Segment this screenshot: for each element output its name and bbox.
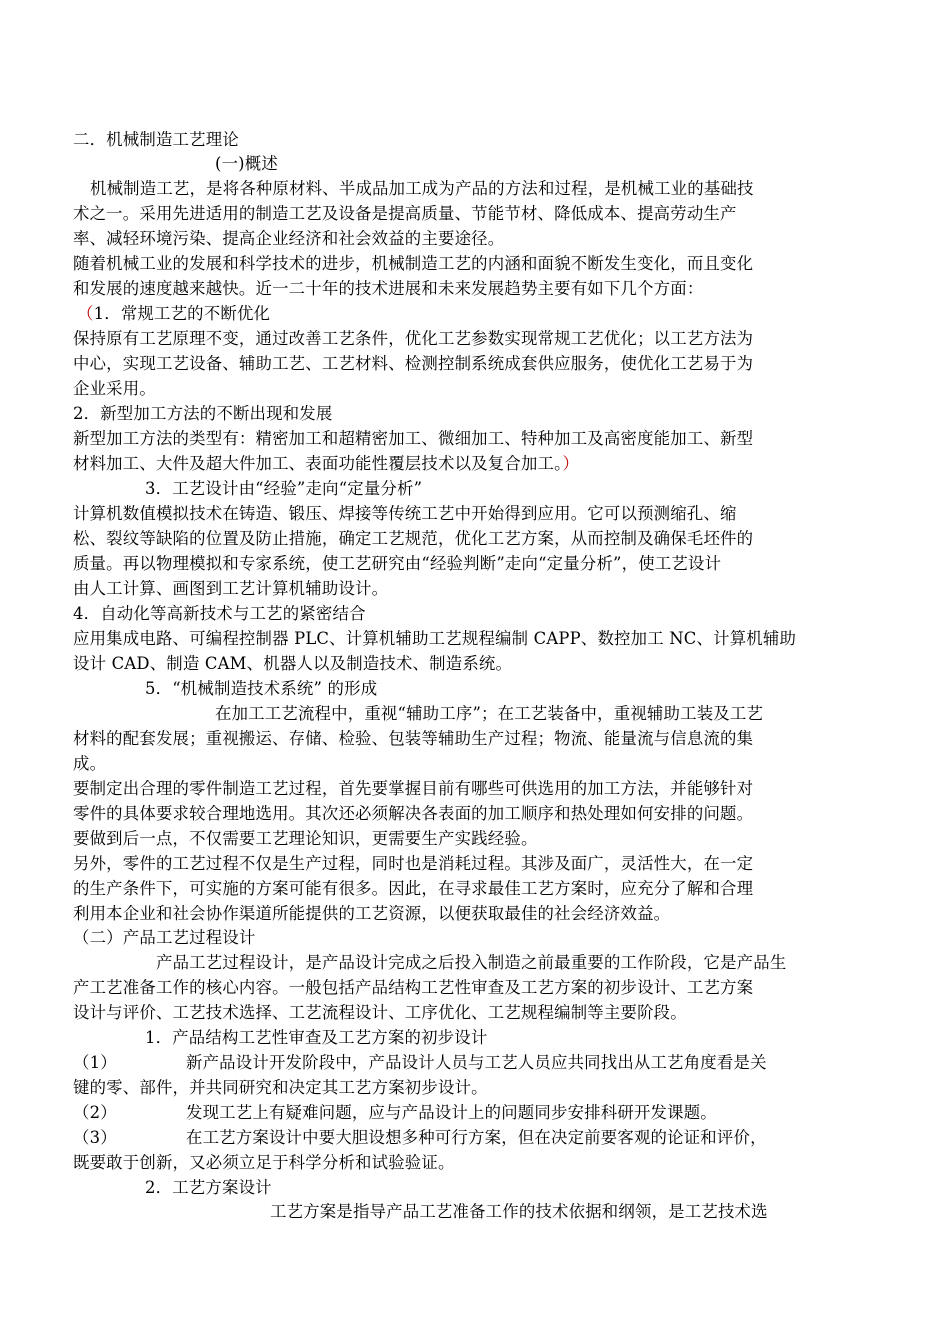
item-heading: 2．新型加工方法的不断出现和发展 bbox=[73, 404, 333, 423]
item-heading: 2．工艺方案设计 bbox=[145, 1178, 272, 1197]
paragraph-line: 保持原有工艺原理不变，通过改善工艺条件，优化工艺参数实现常规工艺优化；以工艺方法为 bbox=[73, 329, 754, 348]
paragraph-line: 计算机数值模拟技术在铸造、锻压、焊接等传统工艺中开始得到应用。它可以预测缩孔、缩 bbox=[73, 504, 737, 523]
paragraph-line: 键的零、部件，并共同研究和决定其工艺方案初步设计。 bbox=[73, 1078, 488, 1097]
subsection-heading: (一)概述 bbox=[215, 154, 278, 173]
paragraph-line: 要制定出合理的零件制造工艺过程，首先要掌握目前有哪些可供选用的加工方法，并能够针对 bbox=[73, 779, 754, 798]
paragraph-line: 企业采用。 bbox=[73, 379, 156, 398]
paragraph-line: 中心，实现工艺设备、辅助工艺、工艺材料、检测控制系统成套供应服务，使优化工艺易于为 bbox=[73, 354, 754, 373]
item-heading: 4．自动化等高新技术与工艺的紧密结合 bbox=[73, 604, 366, 623]
paragraph-line: 成。 bbox=[73, 754, 107, 773]
paragraph-line: 材料的配套发展；重视搬运、存储、检验、包装等辅助生产过程；物流、能量流与信息流的集 bbox=[73, 729, 754, 748]
paragraph-line: 产工艺准备工作的核心内容。一般包括产品结构工艺性审查及工艺方案的初步设计、工艺方案 bbox=[73, 978, 754, 997]
list-item-text: 发现工艺上有疑难问题，应与产品设计上的问题同步安排科研开发课题。 bbox=[186, 1103, 717, 1122]
paragraph-line: 术之一。采用先进适用的制造工艺及设备是提高质量、节能节材、降低成本、提高劳动生产 bbox=[73, 204, 737, 223]
paragraph-line: 另外，零件的工艺过程不仅是生产过程，同时也是消耗过程。其涉及面广，灵活性大，在一定 bbox=[73, 854, 754, 873]
paragraph-line: 在加工工艺流程中，重视“辅助工序”；在工艺装备中，重视辅助工装及工艺 bbox=[215, 704, 764, 723]
paragraph-line: 工艺方案是指导产品工艺准备工作的技术依据和纲领，是工艺技术选 bbox=[270, 1202, 768, 1221]
paragraph-line: 的生产条件下，可实施的方案可能有很多。因此，在寻求最佳工艺方案时，应充分了解和合理 bbox=[73, 879, 754, 898]
list-number: （1） bbox=[73, 1053, 117, 1072]
paragraph-line: 随着机械工业的发展和科学技术的进步，机械制造工艺的内涵和面貌不断发生变化，而且变化 bbox=[73, 254, 754, 273]
subsection-heading: （二）产品工艺过程设计 bbox=[73, 928, 256, 947]
annotation-close-paren: ） bbox=[562, 454, 580, 473]
paragraph-line: 和发展的速度越来越快。近一二十年的技术进展和未来发展趋势主要有如下几个方面： bbox=[73, 279, 704, 298]
list-number: （2） bbox=[73, 1103, 117, 1122]
paragraph-line: 既要敢于创新，又必须立足于科学分析和试验验证。 bbox=[73, 1153, 455, 1172]
paragraph-line: 利用本企业和社会协作渠道所能提供的工艺资源，以便获取最佳的社会经济效益。 bbox=[73, 904, 671, 923]
item-heading: 3．工艺设计由“经验”走向“定量分析” bbox=[145, 479, 423, 498]
paragraph-line: 由人工计算、画图到工艺计算机辅助设计。 bbox=[73, 579, 389, 598]
paragraph-line-text: 材料加工、大件及超大件加工、表面功能性覆层技术以及复合加工。 bbox=[73, 454, 563, 473]
paragraph-line: 松、裂纹等缺陷的位置及防止措施，确定工艺规范，优化工艺方案，从而控制及确保毛坯件的 bbox=[73, 529, 754, 548]
item-heading-text: 1．常规工艺的不断优化 bbox=[93, 304, 271, 323]
item-heading: 1．产品结构工艺性审查及工艺方案的初步设计 bbox=[145, 1028, 488, 1047]
paragraph-line: 质量。再以物理模拟和专家系统，使工艺研究由“经验判断”走向“定量分析”，使工艺设计 bbox=[73, 554, 722, 573]
paragraph-line: 要做到后一点，不仅需要工艺理论知识，更需要生产实践经验。 bbox=[73, 829, 538, 848]
paragraph-line: 率、减轻环境污染、提高企业经济和社会效益的主要途径。 bbox=[73, 229, 505, 248]
annotation-open-paren: （ bbox=[77, 304, 94, 323]
paragraph-line: 零件的具体要求较合理地选用。其次还必须解决各表面的加工顺序和热处理如何安排的问题。 bbox=[73, 804, 754, 823]
paragraph-line: 设计 CAD、制造 CAM、机器人以及制造技术、制造系统。 bbox=[73, 654, 513, 673]
list-item-text: 新产品设计开发阶段中，产品设计人员与工艺人员应共同找出从工艺角度看是关 bbox=[186, 1053, 767, 1072]
item-heading: 5．“机械制造技术系统” 的形成 bbox=[145, 679, 378, 698]
paragraph-line: 机械制造工艺，是将各种原材料、半成品加工成为产品的方法和过程，是机械工业的基础技 bbox=[90, 179, 754, 198]
paragraph-line: 产品工艺过程设计，是产品设计完成之后投入制造之前最重要的工作阶段，它是产品生 bbox=[156, 953, 787, 972]
section-heading: 二．机械制造工艺理论 bbox=[73, 130, 239, 149]
item-heading bbox=[77, 302, 270, 326]
paragraph-line: 应用集成电路、可编程控制器 PLC、计算机辅助工艺规程编制 CAPP、数控加工 NC、计算机辅助 bbox=[73, 629, 797, 648]
list-number: （3） bbox=[73, 1128, 117, 1147]
paragraph-line: 设计与评价、工艺技术选择、工艺流程设计、工序优化、工艺规程编制等主要阶段。 bbox=[73, 1003, 687, 1022]
paragraph-line: 新型加工方法的类型有：精密加工和超精密加工、微细加工、特种加工及高密度能加工、新型 bbox=[73, 429, 754, 448]
paragraph-line bbox=[73, 452, 579, 476]
list-item-text: 在工艺方案设计中要大胆设想多种可行方案，但在决定前要客观的论证和评价， bbox=[186, 1128, 767, 1147]
